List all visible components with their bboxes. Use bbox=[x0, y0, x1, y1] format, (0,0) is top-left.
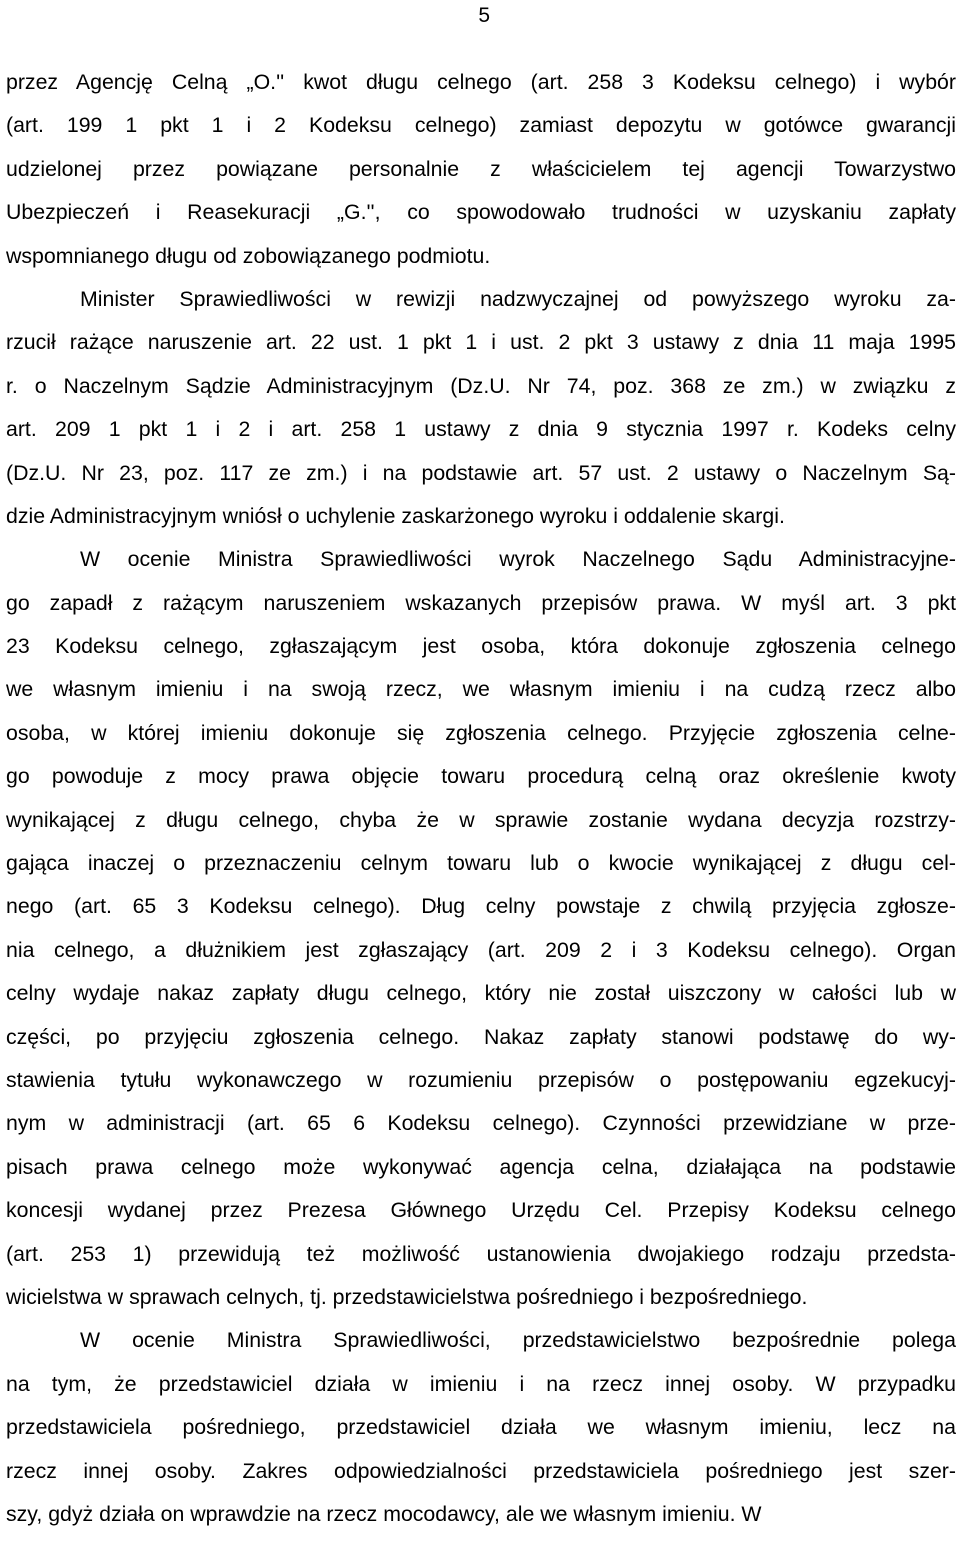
text-line: 23 Kodeksu celnego, zgłaszającym jest osoba, która dokonuje zgłoszenia celnego bbox=[6, 634, 956, 659]
text-line: Ubezpieczeń i Reasekuracji „G.'', co spowodowało trudności w uzyskaniu zapłaty bbox=[6, 200, 956, 225]
text-line: nego (art. 65 3 Kodeksu celnego). Dług celny powstaje z chwilą przyjęcia zgłosze- bbox=[6, 894, 956, 919]
text-line: szy, gdyż działa on wprawdzie na rzecz mocodawcy, ale we własnym imieniu. W bbox=[6, 1501, 762, 1526]
text-line: udzielonej przez powiązane personalnie z właścicielem tej agencji Towarzystwo bbox=[6, 156, 956, 181]
text-line: dzie Administracyjnym wniósł o uchylenie zaskarżonego wyroku i oddalenie skargi. bbox=[6, 503, 785, 528]
paragraph bbox=[6, 61, 956, 278]
text-line: koncesji wydanej przez Prezesa Głównego Urzędu Cel. Przepisy Kodeksu celnego bbox=[6, 1198, 956, 1223]
text-line: go powoduje z mocy prawa objęcie towaru procedurą celną oraz określenie kwoty bbox=[6, 764, 956, 789]
text-line: W ocenie Ministra Sprawiedliwości wyrok Naczelnego Sądu Administracyjne- bbox=[80, 547, 956, 572]
text-line: art. 209 1 pkt 1 i 2 i art. 258 1 ustawy z dnia 9 stycznia 1997 r. Kodeks celny bbox=[6, 417, 956, 442]
text-line: przedstawiciela pośredniego, przedstawiciel działa we własnym imieniu, lecz na bbox=[6, 1415, 956, 1440]
text-line: pisach prawa celnego może wykonywać agencja celna, działająca na podstawie bbox=[6, 1154, 956, 1179]
text-line: nym w administracji (art. 65 6 Kodeksu celnego). Czynności przewidziane w prze- bbox=[6, 1111, 956, 1136]
text-line: przez Agencję Celną „O.'' kwot długu celnego (art. 258 3 Kodeksu celnego) i wybór bbox=[6, 70, 956, 94]
text-line: osoba, w której imieniu dokonuje się zgłoszenia celnego. Przyjęcie zgłoszenia celne- bbox=[6, 720, 956, 745]
text-line: części, po przyjęciu zgłoszenia celnego. Nakaz zapłaty stanowi podstawę do wy- bbox=[6, 1024, 956, 1049]
text-line: celny wydaje nakaz zapłaty długu celnego, który nie został uiszczony w całości lub w bbox=[6, 981, 956, 1006]
text-line: stawienia tytułu wykonawczego w rozumieniu przepisów o postępowaniu egzekucyj- bbox=[6, 1067, 956, 1092]
text-line: (Dz.U. Nr 23, poz. 117 ze zm.) i na podstawie art. 57 ust. 2 ustawy o Naczelnym Są- bbox=[6, 460, 956, 485]
body-text bbox=[6, 61, 956, 1536]
text-line: we własnym imieniu i na swoją rzecz, we własnym imieniu i na cudzą rzecz albo bbox=[6, 677, 956, 702]
text-line: W ocenie Ministra Sprawiedliwości, przedstawicielstwo bezpośrednie polega bbox=[80, 1328, 956, 1353]
text-line: rzucił rażące naruszenie art. 22 ust. 1 pkt 1 i ust. 2 pkt 3 ustawy z dnia 11 maja 1995 bbox=[6, 330, 956, 355]
text-line: rzecz innej osoby. Zakres odpowiedzialności przedstawiciela pośredniego jest szer- bbox=[6, 1458, 956, 1483]
text-line: (art. 253 1) przewidują też możliwość ustanowienia dwojakiego rodzaju przedsta- bbox=[6, 1241, 956, 1266]
text-line: wicielstwa w sprawach celnych, tj. przedstawicielstwa pośredniego i bezpośredniego. bbox=[6, 1284, 808, 1309]
text-line: nia celnego, a dłużnikiem jest zgłaszający (art. 209 2 i 3 Kodeksu celnego). Organ bbox=[6, 937, 956, 962]
text-line: go zapadł z rażącym naruszeniem wskazanych przepisów prawa. W myśl art. 3 pkt bbox=[6, 590, 956, 615]
text-line: wspomnianego długu od zobowiązanego podmiotu. bbox=[6, 243, 491, 268]
paragraph bbox=[6, 278, 956, 538]
paragraph bbox=[6, 1319, 956, 1536]
text-line: na tym, że przedstawiciel działa w imieniu i na rzecz innej osoby. W przypadku bbox=[6, 1371, 956, 1396]
text-line: Minister Sprawiedliwości w rewizji nadzwyczajnej od powyższego wyroku za- bbox=[80, 286, 956, 311]
page-number: 5 bbox=[478, 4, 490, 27]
paragraph bbox=[6, 538, 956, 1319]
text-line: gająca inaczej o przeznaczeniu celnym towaru lub o kwocie wynikającej z długu cel- bbox=[6, 851, 956, 876]
text-line: r. o Naczelnym Sądzie Administracyjnym (Dz.U. Nr 74, poz. 368 ze zm.) w związku z bbox=[6, 373, 956, 398]
text-line: (art. 199 1 pkt 1 i 2 Kodeksu celnego) zamiast depozytu w gotówce gwarancji bbox=[6, 113, 956, 138]
text-line: wynikającej z długu celnego, chyba że w sprawie zostanie wydana decyzja rozstrzy- bbox=[6, 807, 956, 832]
